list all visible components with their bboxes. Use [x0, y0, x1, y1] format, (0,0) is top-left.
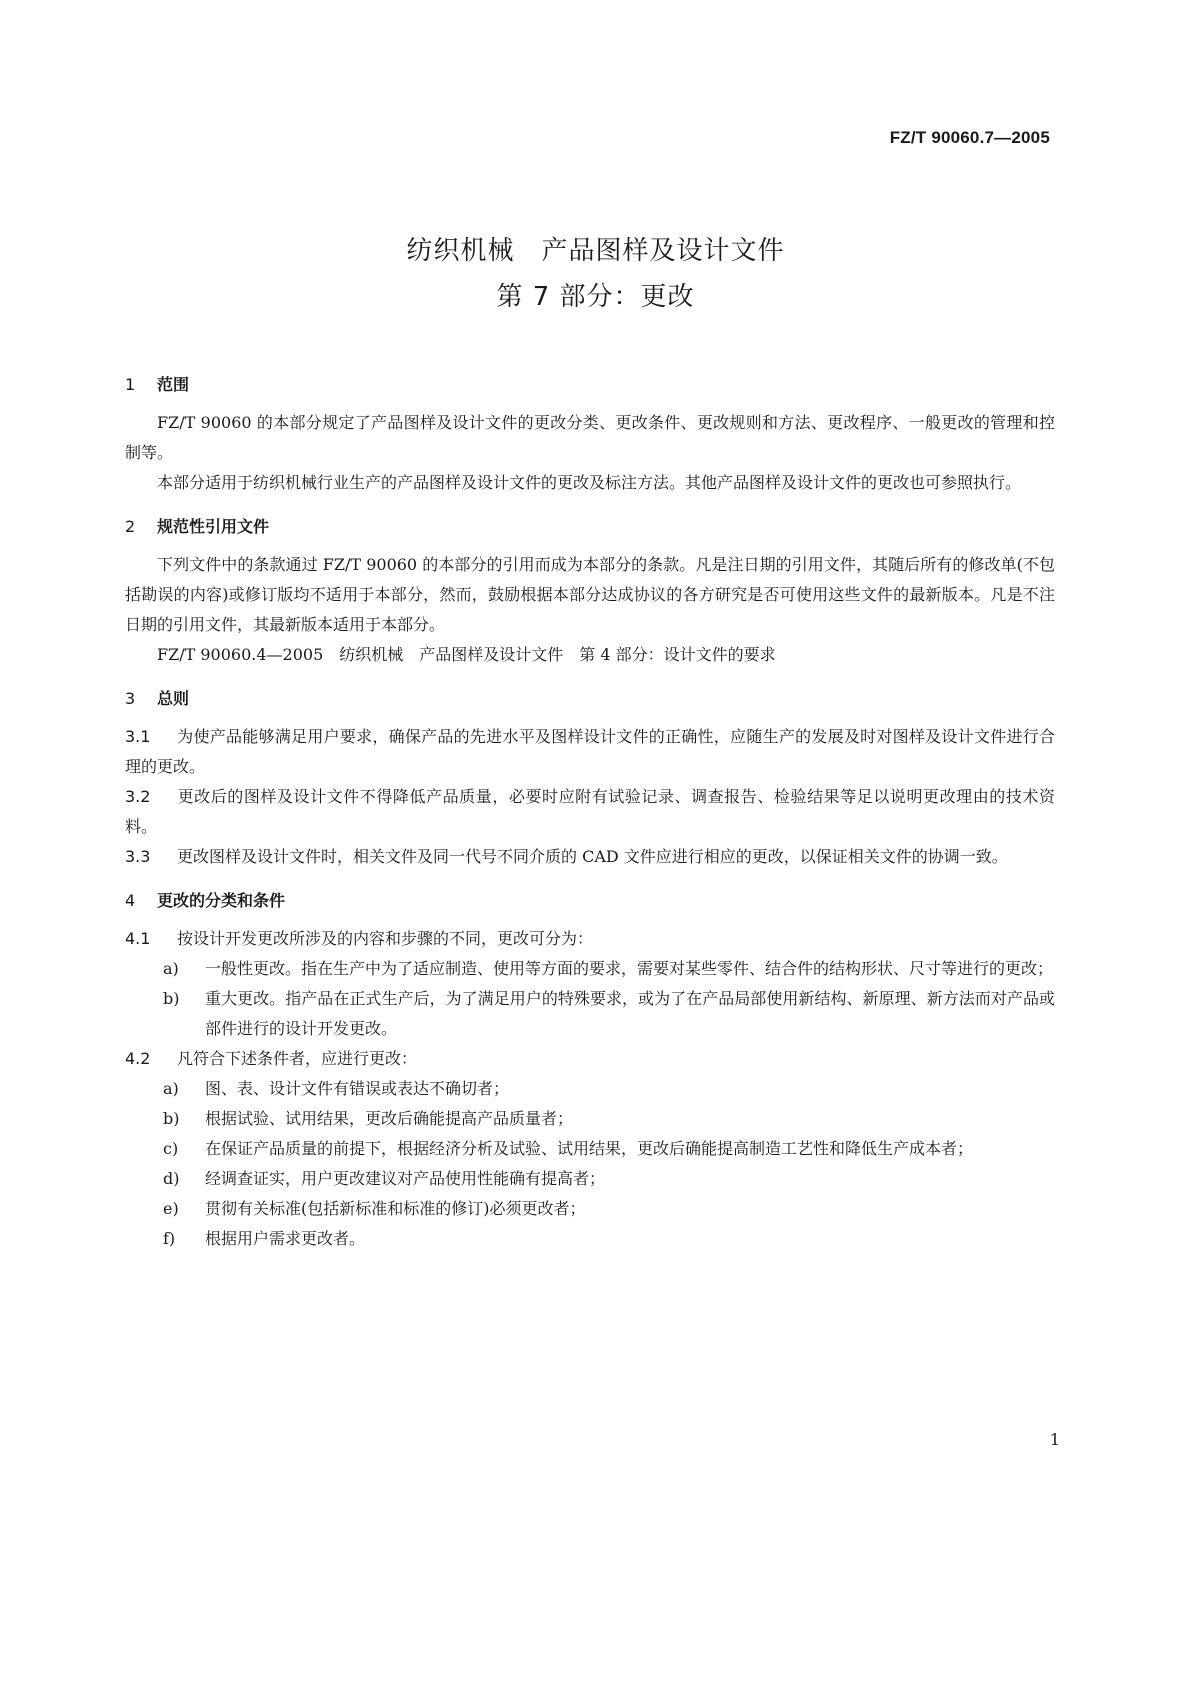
- clause-text: 按设计开发更改所涉及的内容和步骤的不同，更改可分为：: [177, 929, 594, 948]
- clause-4-2: [125, 1044, 1055, 1074]
- section-4-heading: [125, 886, 1055, 916]
- item-text: 经调查证实，用户更改建议对产品使用性能确有提高者；: [205, 1169, 606, 1188]
- section-3-heading: [125, 684, 1055, 714]
- clause-4-1: [125, 924, 1055, 954]
- page-number: 1: [1049, 1430, 1060, 1449]
- standard-code: FZ/T 90060.7—2005: [889, 128, 1050, 147]
- section-number: 1: [125, 375, 136, 394]
- section-number: 4: [125, 891, 136, 910]
- section-title: 规范性引用文件: [157, 517, 270, 536]
- clause-text: 更改后的图样及设计文件不得降低产品质量，必要时应附有试验记录、调查报告、检验结果等足以说明更改理由的技术资料。: [125, 787, 1055, 836]
- clause-text: 更改图样及设计文件时，相关文件及同一代号不同介质的 CAD 文件应进行相应的更改，以保证相关文件的协调一致。: [177, 847, 1008, 866]
- list-item: [125, 1134, 1055, 1164]
- section-1-heading: [125, 370, 1055, 400]
- item-label: c): [163, 1139, 179, 1158]
- list-item: [125, 1164, 1055, 1194]
- title-line-1: 纺织机械 产品图样及设计文件: [406, 236, 785, 266]
- list-item: [125, 1074, 1055, 1104]
- paragraph: FZ/T 90060 的本部分规定了产品图样及设计文件的更改分类、更改条件、更改规则和方法、更改程序、一般更改的管理和控制等。: [125, 413, 1055, 462]
- item-label: b): [163, 1109, 180, 1128]
- clause-text: 凡符合下述条件者，应进行更改：: [177, 1049, 418, 1068]
- section-title: 总则: [157, 689, 190, 708]
- clause-number: 3.3: [125, 847, 151, 866]
- section-title: 更改的分类和条件: [157, 891, 286, 910]
- document-body: [125, 370, 1055, 1254]
- item-label: f): [163, 1229, 176, 1248]
- section-title: 范围: [157, 375, 190, 394]
- item-label: d): [163, 1169, 180, 1188]
- item-text: 图、表、设计文件有错误或表达不确切者；: [205, 1079, 510, 1098]
- item-text: 根据用户需求更改者。: [205, 1229, 366, 1248]
- section-number: 2: [125, 517, 136, 536]
- item-text: 根据试验、试用结果，更改后确能提高产品质量者；: [205, 1109, 574, 1128]
- clause-3-3: [125, 842, 1055, 872]
- normative-reference: FZ/T 90060.4—2005 纺织机械 产品图样及设计文件 第 4 部分：设计文件的要求: [157, 645, 776, 664]
- item-text: 一般性更改。指在生产中为了适应制造、使用等方面的要求，需要对某些零件、结合件的结构形状、尺寸等进行的更改；: [205, 959, 1054, 978]
- item-label: b): [163, 989, 180, 1008]
- list-item: [125, 984, 1055, 1044]
- item-label: e): [163, 1199, 179, 1218]
- item-text: 重大更改。指产品在正式生产后，为了满足用户的特殊要求，或为了在产品局部使用新结构、新原理、新方法而对产品或部件进行的设计开发更改。: [205, 989, 1055, 1038]
- item-text: 贯彻有关标准(包括新标准和标准的修订)必须更改者；: [205, 1199, 586, 1218]
- list-item: [125, 954, 1055, 984]
- item-text: 在保证产品质量的前提下，根据经济分析及试验、试用结果，更改后确能提高制造工艺性和降低生产成本者；: [205, 1139, 974, 1158]
- section-number: 3: [125, 689, 136, 708]
- clause-3-2: [125, 782, 1055, 842]
- clause-number: 3.1: [125, 727, 151, 746]
- item-label: a): [163, 1079, 179, 1098]
- clause-text: 为使产品能够满足用户要求，确保产品的先进水平及图样设计文件的正确性，应随生产的发展及时对图样及设计文件进行合理的更改。: [125, 727, 1055, 776]
- paragraph: 下列文件中的条款通过 FZ/T 90060 的本部分的引用而成为本部分的条款。凡是注日期的引用文件，其随后所有的修改单(不包括勘误的内容)或修订版均不适用于本部分，然而，鼓励根据本部分达成协议的各方研究是否可使用这些文件的最新版本。凡是不注日期的引用文件，其最新版本适用于本部分。: [125, 555, 1055, 634]
- title-line-2: 第 7 部分：更改: [496, 282, 695, 312]
- item-label: a): [163, 959, 179, 978]
- list-item: [125, 1224, 1055, 1254]
- clause-number: 4.1: [125, 929, 151, 948]
- clause-3-1: [125, 722, 1055, 782]
- paragraph: 本部分适用于纺织机械行业生产的产品图样及设计文件的更改及标注方法。其他产品图样及设计文件的更改也可参照执行。: [157, 473, 1022, 492]
- clause-number: 3.2: [125, 787, 151, 806]
- list-item: [125, 1104, 1055, 1134]
- clause-number: 4.2: [125, 1049, 151, 1068]
- section-2-heading: [125, 512, 1055, 542]
- list-item: [125, 1194, 1055, 1224]
- document-title: [0, 228, 1191, 320]
